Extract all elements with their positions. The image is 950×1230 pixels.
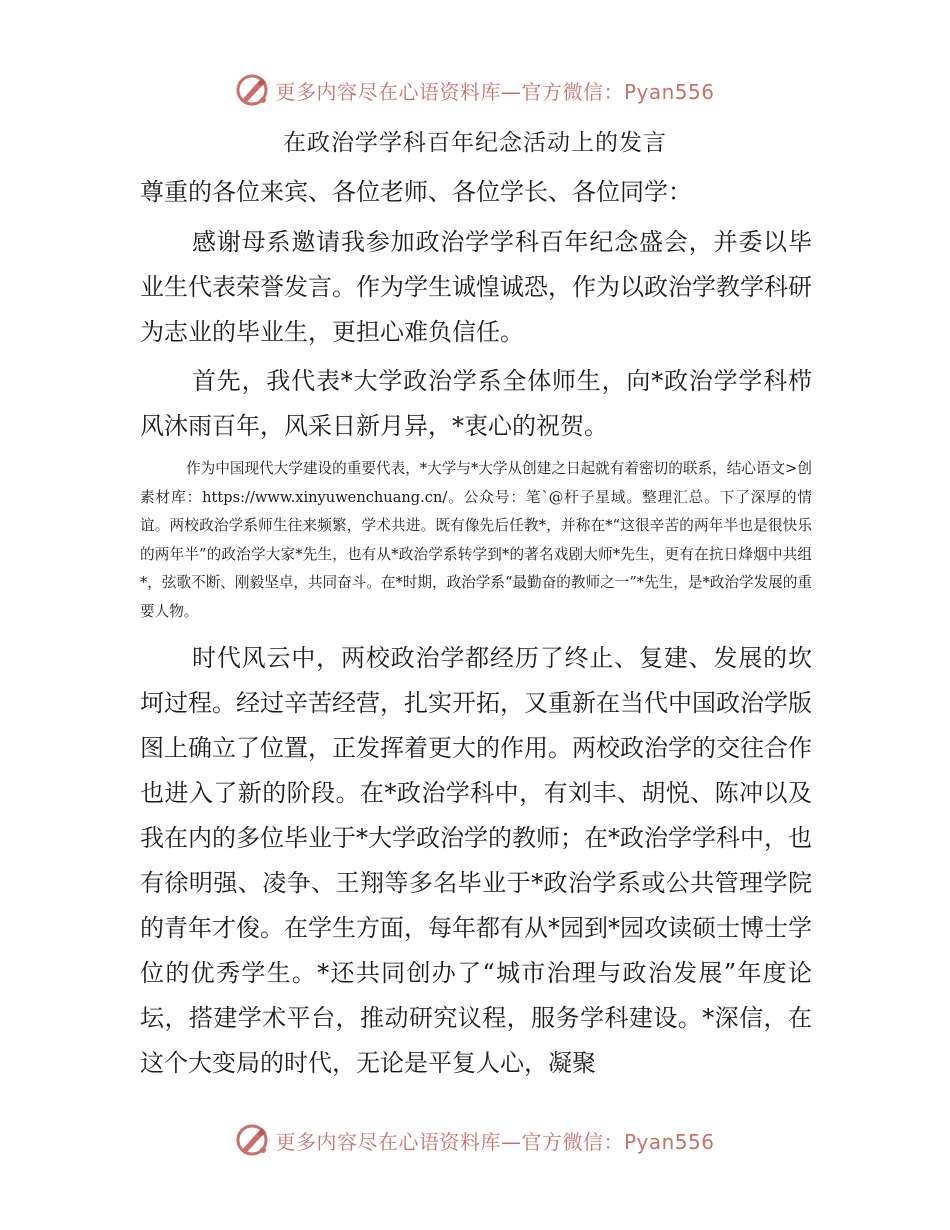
paragraph-3-small: 作为中国现代大学建设的重要代表，*大学与*大学从创建之日起就有着密切的联系，结心语文>创素材库：https://www.xinyuwenchuang.cn/。公众号：笔`@杆子星域。整理汇总。下了深厚的情谊。两校政治学系师生往来频繁，学术共进。既有像先后任教*，并称在*“这很辛苦的两年半也是很快乐的两年半”的政治学大家*先生，也有从*政治学系转学到*的著名戏剧大师*先生，更有在抗日烽烟中共组*，弦歌不断、刚毅坚卓，共同奋斗。在*时期，政治学系“最勤奋的教师之一”*先生，是*政治学发展的重要人物。 [140, 460, 812, 620]
pen-logo-icon [235, 73, 269, 107]
document-title: 在政治学学科百年纪念活动上的发言 [283, 130, 667, 156]
paragraph-1: 感谢母系邀请我参加政治学学科百年纪念盛会，并委以毕业生代表荣誉发言。作为学生诚惶诚恐，作为以政治学教学科研为志业的毕业生，更担心难负信任。 [140, 228, 812, 346]
paragraph-2: 首先，我代表*大学政治学系全体师生，向*政治学学科栉风沐雨百年，风采日新月异，*衷心的祝贺。 [140, 367, 812, 440]
salutation: 尊重的各位来宾、各位老师、各位学长、各位同学： [140, 178, 692, 206]
paragraph-4: 时代风云中，两校政治学都经历了终止、复建、发展的坎坷过程。经过辛苦经营，扎实开拓，又重新在当代中国政治学版图上确立了位置，正发挥着更大的作用。两校政治学的交往合作也进入了新的阶段。在*政治学科中，有刘丰、胡悦、陈冲以及我在内的多位毕业于*大学政治学的教师；在*政治学学科中，也有徐明强、凌争、王翔等多名毕业于*政治学系或公共管理学院的青年才俊。在学生方面，每年都有从*园到*园攻读硕士博士学位的优秀学生。*还共同创办了“城市治理与政治发展”年度论坛，搭建学术平台，推动研究议程，服务学科建设。*深信，在这个大变局的时代，无论是平复人心，凝聚 [140, 644, 812, 1077]
pen-logo-icon [235, 1123, 269, 1157]
footer-banner [0, 1122, 950, 1158]
header-banner [0, 72, 950, 108]
banner-text: 更多内容尽在心语资料库—官方微信：Pyan556 [275, 1129, 715, 1154]
banner-text: 更多内容尽在心语资料库—官方微信：Pyan556 [275, 79, 715, 104]
